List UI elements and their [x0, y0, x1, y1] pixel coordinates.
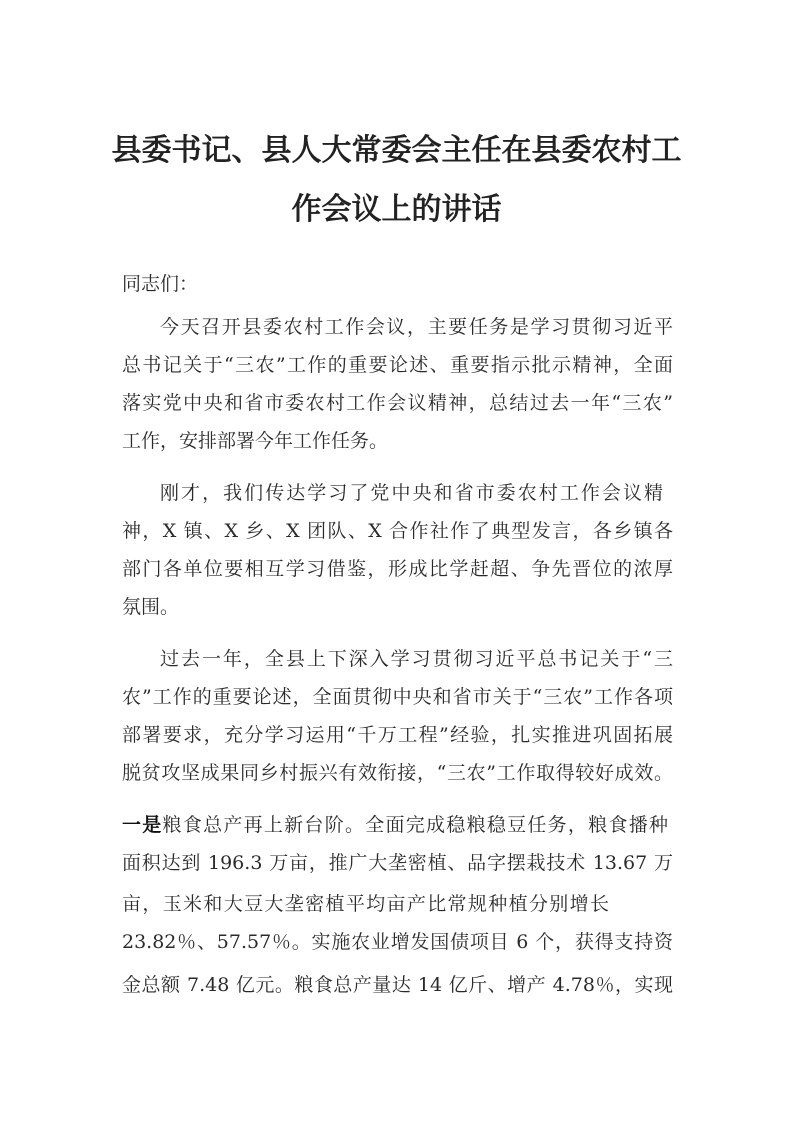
paragraph-line: 23.82％、57.57％。实施农业增发国债项目 6 个，获得支持资: [122, 931, 673, 953]
paragraph-line: 脱贫攻坚成果同乡村振兴有效衔接，“三农”工作取得较好成效。: [122, 762, 673, 784]
paragraph-line: 氛围。: [122, 596, 180, 618]
paragraph-line: 面积达到 196.3 万亩，推广大垄密植、品字摆栽技术 13.67 万: [122, 852, 673, 874]
paragraph-line: 神，X 镇、X 乡、X 团队、X 合作社作了典型发言，各乡镇各: [122, 520, 673, 542]
paragraph-line: 部门各单位要相互学习借鉴，形成比学赶超、争先晋位的浓厚: [122, 558, 673, 580]
paragraph-line: 过去一年，全县上下深入学习贯彻习近平总书记关于“三: [160, 648, 673, 670]
salutation: 同志们：: [122, 273, 199, 295]
point-one-line: [122, 811, 668, 839]
title-line-2: 作会议上的讲话: [291, 192, 502, 227]
point-one-text: 粮食总产再上新台阶。全面完成稳粮稳豆任务，粮食播种: [162, 814, 668, 836]
point-one-label: 一是: [122, 814, 163, 836]
paragraph-line: 金总额 7.48 亿元。粮食总产量达 14 亿斤、增产 4.78％，实现: [122, 974, 673, 996]
paragraph-line: 总书记关于“三农”工作的重要论述、重要指示批示精神，全面: [122, 354, 673, 376]
paragraph-line: 农”工作的重要论述，全面贯彻中央和省市关于“三农”工作各项: [122, 686, 673, 708]
paragraph-line: 工作，安排部署今年工作任务。: [122, 430, 389, 452]
paragraph-line: 落实党中央和省市委农村工作会议精神，总结过去一年“三农”: [122, 392, 673, 414]
paragraph-line: 亩，玉米和大豆大垄密植平均亩产比常规种植分别增长: [122, 893, 609, 915]
paragraph-line: 刚才，我们传达学习了党中央和省市委农村工作会议精: [160, 482, 663, 504]
paragraph-line: 部署要求，充分学习运用“千万工程”经验，扎实推进巩固拓展: [122, 724, 673, 746]
paragraph-line: 今天召开县委农村工作会议，主要任务是学习贯彻习近平: [160, 316, 673, 338]
title-line-1: 县委书记、县人大常委会主任在县委农村工: [111, 133, 682, 168]
